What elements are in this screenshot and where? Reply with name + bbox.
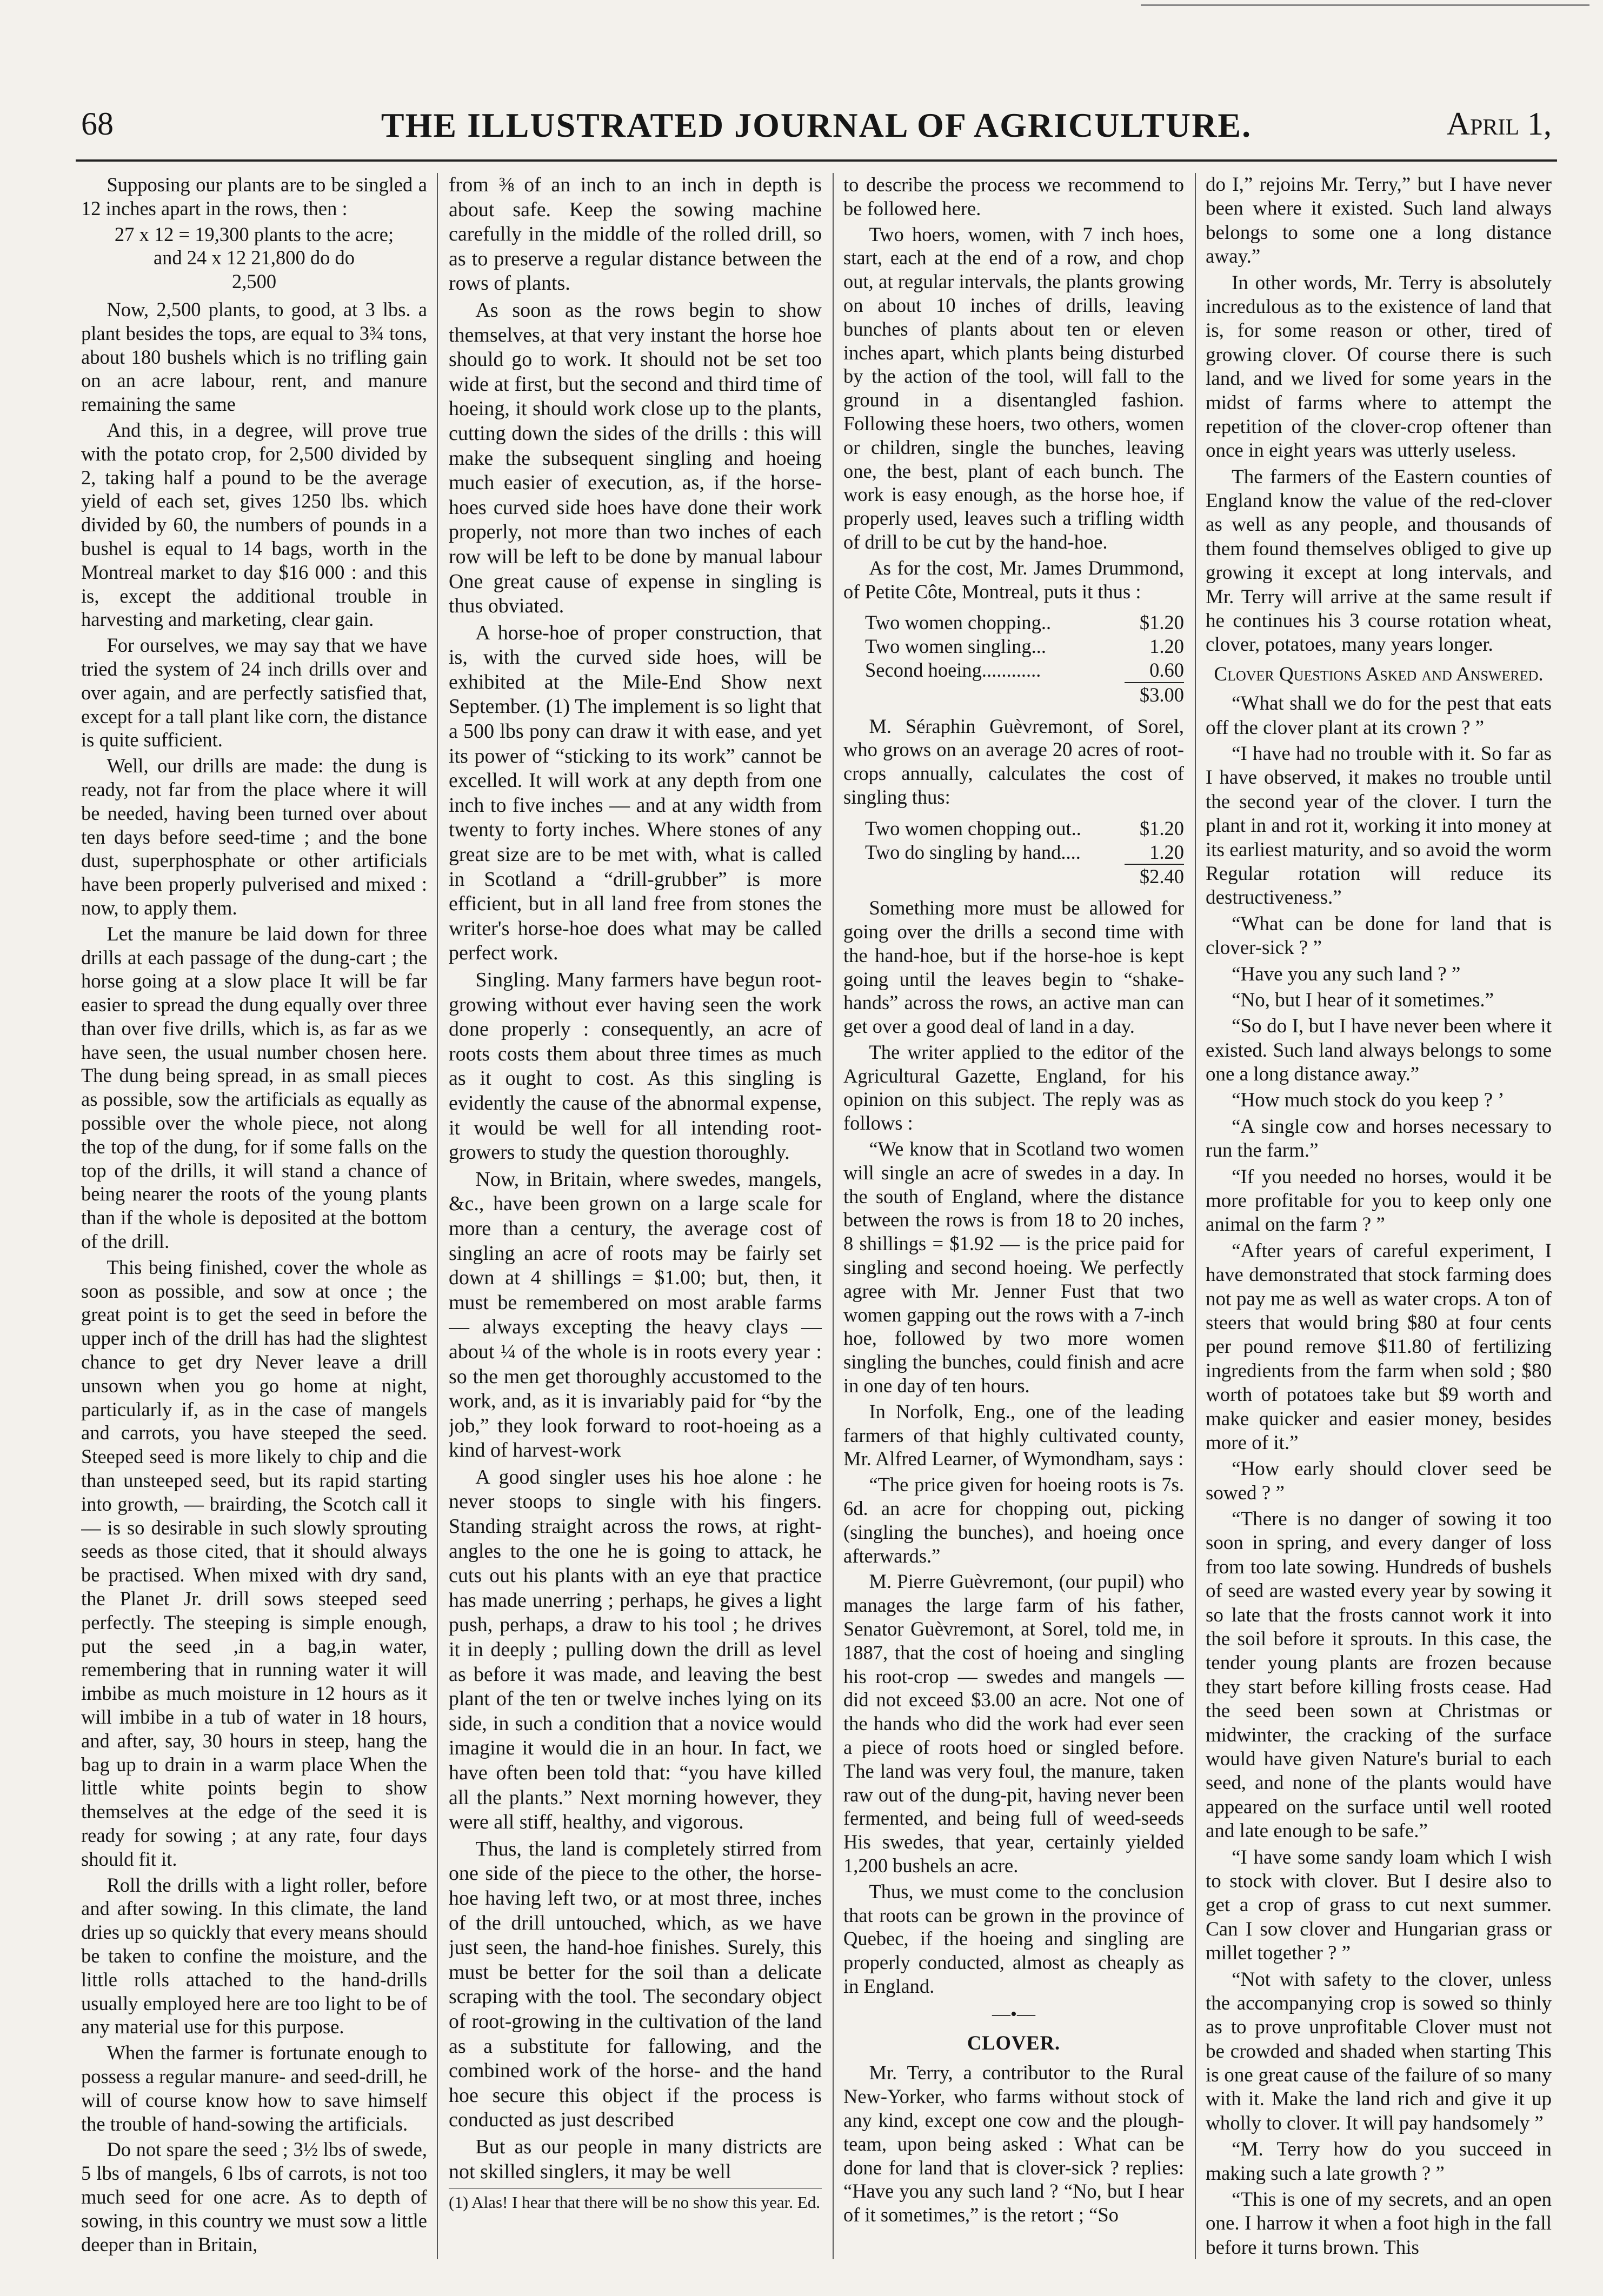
paragraph: Let the manure be laid down for three drills at each passage of the dung-cart ; the horse going at a slow place It will be far easier to spread the dung equally over three than over five drills, which is, as far as we have seen, the usual number chosen here. The dung being spread, in as small pieces as possible, sow the artificials as equally as possible over the whole piece, not along the top of the dung, for if some falls on the top of the drills, it will stand a chance of being nearer the roots of the young plants than if the whole is deposited at the bottom of the drill. — [81, 922, 427, 1253]
table-cell-label: Two women singling... — [865, 635, 1047, 658]
calc-total: 2,500 — [231, 270, 277, 293]
paragraph: “Not with safety to the clover, unless the accompanying crop is sowed so thinly as to prove unprofitable Clover must not be crowded and shaded when starting This is one great cause of the failure of so many with it. Make the land rich and give it up wholly to clover. It will pay handsomely ” — [1206, 1968, 1552, 2134]
paragraph: Singling. Many farmers have begun root-growing without ever having seen the work done properly : consequently, an acre of roots costs them about three times as much as it ought to cost. As this singling is evidently the cause of the abnormal expense, it would be well for all intending root-growers to study the question thoroughly. — [449, 969, 822, 1164]
paragraph: “A single cow and horses necessary to run the farm.” — [1206, 1115, 1552, 1162]
paragraph: “We know that in Scotland two women will single an acre of swedes in a day. In the south of England, where the distance between the rows is from 18 to 20 inches, 8 shillings = $1.92 — is the price paid for singling and second hoeing. We perfectly agree with Mr. Jenner Fust that two women gapping out the rows with a 7-inch hoe, followed by two more women singling the bunches, could finish and acre in one day of ten hours. — [843, 1138, 1184, 1397]
clover-heading: CLOVER. — [967, 2031, 1061, 2054]
table-row — [865, 658, 1184, 682]
paragraph: “If you needed no horses, would it be more profitable for you to keep only one animal on the farm ? ” — [1206, 1165, 1552, 1236]
footnote: (1) Alas! I hear that there will be no show this year. Ed. — [449, 2188, 822, 2212]
column-2 — [449, 173, 822, 2275]
paragraph: A good singler uses his hoe alone : he never stoops to single with his fingers. Standing straight across the rows, at right-angles to the one he is going to attack, he cuts out his plants with an eye that practice has made unerring ; perhaps, he gives a light push, perhaps, a draw to his tool ; he drives it in deeply ; pulling down the drill as level as before it was made, and leaving the best plant of the ten or twelve inches lying on its side, in such a condition that a novice would imagine it would die in an hour. In fact, we have often been told that: “you have killed all the plants.” Next morning however, they were all stiff, healthy, and vigorous. — [449, 1465, 822, 1834]
paragraph: do I,” rejoins Mr. Terry,” but I have never been where it existed. Such land always belongs to some one a long distance away.” — [1206, 173, 1552, 268]
paragraph: M. Pierre Guèvremont, (our pupil) who manages the large farm of his father, Senator Guèvremont, at Sorel, told me, in 1887, that the cost of hoeing and singling his root-crop — swedes and mangels — did not exceed $3.00 an acre. Not one of the hands who did the work had ever seen a piece of roots hoed or singled before. The land was very foul, the manure, taken raw out of the dung-pit, having never been fermented, and being full of weed-seeds His swedes, that year, certainly yielded 1,200 bushels an acre. — [843, 1570, 1184, 1877]
paragraph: Now, in Britain, where swedes, mangels, &c., have been grown on a large scale for more than a century, the average cost of singling an acre of roots may be fairly set down at 4 shillings = $1.00; but, then, it must be remembered on most arable farms — always excepting the heavy clays — about ¼ of the whole is in roots every year : so the men get thoroughly accustomed to the work, and, as it is invariably paid for “by the job,” they look forward to root-hoeing as a kind of harvest-work — [449, 1167, 822, 1462]
paragraph: Thus, the land is completely stirred from one side of the piece to the other, the horse-hoe having left two, or at most three, inches of the drill untouched, which, as we have just seen, the hand-hoe finishes. Surely, this must be better for the soil than a delicate scraping with the tool. The secondary object of root-growing in the cultivation of the land as a substitute for fallowing, and the combined work of the horse- and the hand hoe secure this object if the process is conducted as just described — [449, 1837, 822, 2132]
paragraph: A horse-hoe of proper construction, that is, with the curved side hoes, will be exhibited at the Mile-End Show next September. (1) The implement is so light that a 500 lbs pony can draw it with ease, and yet its power of “sticking to its work” cannot be excelled. It will work at any depth from one inch to five inches — and at any width from twenty to forty inches. Where stones of any great size are to be met with, what is called in Scotland a “drill-grubber” is more efficient, but in all land free from stones the writer's horse-hoe does what may be called perfect work. — [449, 621, 822, 965]
paragraph: As soon as the rows begin to show themselves, at that very instant the horse hoe should go to work. It should not be set too wide at first, but the second and third time of hoeing, it should work close up to the plants, cutting down the sides of the drills : this will make the subsequent singling and hoeing much easier of execution, as, if the horse-hoes curved side hoes have done their work properly, not more than two inches of each row will be left to be done by manual labour One great cause of expense in singling is thus obviated. — [449, 298, 822, 618]
section-ornament: —•— — [992, 2004, 1035, 2024]
issue-date: April 1, — [1446, 106, 1552, 142]
paragraph: “Have you any such land ? ” — [1232, 963, 1461, 985]
paragraph: For ourselves, we may say that we have tried the system of 24 inch drills over and over again, and are perfectly satisfied that, except for a tall plant like corn, the distance is quite sufficient. — [81, 634, 427, 751]
table-cell-value: 1.20 — [1149, 840, 1184, 863]
cost-table-drummond — [865, 611, 1184, 706]
paragraph: Do not spare the seed ; 3½ lbs of swede, 5 lbs of mangels, 6 lbs of carrots, is not too much seed for one acre. As to depth of sowing, in this country we must sow a little deeper than in Britain, — [81, 2138, 427, 2255]
paragraph: “What can be done for land that is clover-sick ? ” — [1206, 912, 1552, 959]
table-row — [865, 840, 1184, 864]
paragraph: Mr. Terry, a contributor to the Rural New-Yorker, who farms without stock of any kind, except one cow and the plough-team, upon being asked : What can be done for land that is clover-sick ? replies: “Have you any such land ? “No, but I hear of it sometimes,” is the retort ; “So — [843, 2061, 1184, 2226]
plant-count-calculation — [81, 223, 427, 293]
paragraph: But as our people in many districts are not skilled singlers, it may be well — [449, 2135, 822, 2183]
paragraph: “How much stock do you keep ? ’ — [1232, 1089, 1505, 1112]
paragraph: “There is no danger of sowing it too soon in spring, and every danger of loss from too late sowing. Hundreds of bushels of seed are wasted every year by sowing it so late that the frosts cannot work it into the soil before it sprouts. In this case, the tender young plants are frozen because they start before killing frosts cease. Had the seed been sown at Christmas or midwinter, the cracking of the surface would have given Nature's burial to each seed, and none of the plants would have appeared on the surface until well rooted and late enough to be safe.” — [1206, 1508, 1552, 1843]
page-number: 68 — [81, 106, 114, 142]
paragraph: “The price given for hoeing roots is 7s. 6d. an acre for chopping out, picking (singling the bunches), and hoeing once afterwards.” — [843, 1473, 1184, 1567]
page-header — [81, 105, 1552, 154]
clover-qa-subheading: Clover Questions Asked and Answered. — [1214, 663, 1544, 685]
column-divider — [437, 173, 438, 2259]
paragraph: The writer applied to the editor of the Agricultural Gazette, England, for his opinion on this subject. The reply was as follows : — [843, 1040, 1184, 1134]
paragraph: In Norfolk, Eng., one of the leading farmers of that highly cultivated county, Mr. Alfred Learner, of Wymondham, says : — [843, 1400, 1184, 1470]
paragraph: Well, our drills are made: the dung is ready, not far from the place where it will be needed, having been turned over about ten days before seed-time ; and the bone dust, superphosphate or other artificials have been properly pulverised and mixed : now, to apply them. — [81, 755, 427, 919]
table-total — [887, 682, 1184, 707]
table-total — [887, 864, 1184, 889]
paragraph: Thus, we must come to the conclusion that roots can be grown in the province of Quebec, if the hoeing and singling are properly conducted, almost as cheaply as in England. — [843, 1880, 1184, 1997]
table-cell-value: 1.20 — [1149, 635, 1184, 658]
paragraph: “I have some sandy loam which I wish to stock with clover. But I desire also to get a crop of grass to cut next summer. Can I sow clover and Hungarian grass or millet together ? ” — [1206, 1846, 1552, 1965]
table-cell-value: 0.60 — [1149, 658, 1184, 681]
table-row — [865, 611, 1184, 635]
paragraph: Now, 2,500 plants, to good, at 3 lbs. a plant besides the tops, are equal to 3¾ tons, about 180 bushels which is no trifling gain on an acre labour, rent, and manure remaining the same — [81, 298, 427, 416]
paragraph: As for the cost, Mr. James Drummond, of Petite Côte, Montreal, puts it thus : — [843, 556, 1184, 603]
header-rule — [76, 159, 1557, 162]
paragraph: Roll the drills with a light roller, before and after sowing. In this climate, the land dries up so quickly that every means should be taken to confine the moisture, and the little rolls attached to the hand-drills usually employed here are too light to be of any material use for this purpose. — [81, 1873, 427, 2038]
table-cell-value: $1.20 — [1139, 611, 1184, 634]
paragraph: “M. Terry how do you succeed in making such a late growth ? ” — [1206, 2138, 1552, 2185]
table-total-value: $2.40 — [1125, 864, 1184, 889]
table-row — [865, 635, 1184, 658]
paragraph: “No, but I hear of it sometimes.” — [1232, 989, 1494, 1011]
paragraph: And this, in a degree, will prove true with the potato crop, for 2,500 divided by 2, taking half a pound to be the average yield of each set, gives 1250 lbs. which divided by 60, the numbers of pounds in a bushel is equal to 14 bags, worth in the Montreal market to day $16 000 : and this is, except the additional trouble in harvesting and marketing, clear gain. — [81, 418, 427, 631]
paragraph: from ⅜ of an inch to an inch in depth is about safe. Keep the sowing machine carefully in the middle of the rolled drill, so as to preserve a regular distance between the rows of plants. — [449, 173, 822, 295]
table-cell-label: Two women chopping.. — [865, 611, 1052, 634]
paragraph: This being finished, cover the whole as soon as possible, and sow at once ; the great point is to get the seed in before the upper inch of the drill has had the slightest chance to get dry Never leave a drill unsown when you go home at night, particularly if, as in the case of mangels and carrots, you have steeped the seed. Steeped seed is more likely to chip and die than unsteeped seed, but its rapid starting into growth, — brairding, the Scotch call it — is so desirable in such slowly sprouting seeds as those cited, that it should always be practised. When mixed with dry sand, the Planet Jr. drill sows steeped seed perfectly. The steeping is simple enough, put the seed ,in a bag,in water, remembering that in running water it will imbibe as much moisture in 12 hours as it will imbibe in a tub of water in 18 hours, and after, say, 30 hours in steep, hang the bag up to drain in a warm place When the little white points begin to show themselves at the edge of the seed it is ready for sowing ; at any rate, four days should fit it. — [81, 1256, 427, 1870]
paragraph: “How early should clover seed be sowed ? ” — [1206, 1458, 1552, 1504]
column-3 — [843, 173, 1184, 2275]
table-cell-label: Second hoeing............ — [865, 658, 1041, 681]
table-cell-label: Two women chopping out.. — [865, 817, 1081, 839]
calc-line: 27 x 12 = 19,300 plants to the acre; — [114, 223, 394, 245]
table-cell-label: Two do singling by hand.... — [865, 840, 1081, 863]
table-row — [865, 817, 1184, 840]
paragraph: Supposing our plants are to be singled a 12 inches apart in the rows, then : — [81, 173, 427, 219]
paragraph: The farmers of the Eastern counties of England know the value of the red-clover as well as any people, and thousands of them found themselves obliged to give up growing it except at long intervals, and Mr. Terry will arrive at the same result if he continues his 3 course rotation wheat, clover, potatoes, many years longer. — [1206, 465, 1552, 656]
table-total-value: $3.00 — [1125, 682, 1184, 707]
paragraph: “What shall we do for the pest that eats off the clover plant at its crown ? ” — [1206, 692, 1552, 739]
top-rule — [1141, 4, 1589, 6]
journal-title: THE ILLUSTRATED JOURNAL OF AGRICULTURE. — [381, 106, 1252, 144]
column-1 — [81, 173, 427, 2275]
table-cell-value: $1.20 — [1139, 817, 1184, 839]
paragraph: When the farmer is fortunate enough to possess a regular manure- and seed-drill, he will of course know how to save himself the trouble of hand-sowing the artificials. — [81, 2041, 427, 2135]
column-divider — [1195, 173, 1196, 2259]
paragraph: “This is one of my secrets, and an open one. I harrow it when a foot high in the fall before it turns brown. This — [1206, 2188, 1552, 2259]
column-divider — [833, 173, 834, 2259]
paragraph: Two hoers, women, with 7 inch hoes, start, each at the end of a row, and chop out, at regular intervals, the plants growing on about 10 inches of drills, leaving bunches of plants about ten or eleven inches apart, which plants being disturbed by the action of the tool, will fall to the ground in a disentangled fashion. Following these hoers, two others, women or children, single the bunches, leaving one, the best, plant of each bunch. The work is easy enough, as the horse hoe, if properly used, leaves such a trifling width of drill to be cut by the hand-hoe. — [843, 223, 1184, 553]
paragraph: M. Séraphin Guèvremont, of Sorel, who grows on an average 20 acres of root-crops annually, calculates the cost of singling thus: — [843, 715, 1184, 808]
column-4 — [1206, 173, 1552, 2275]
paragraph: “I have had no trouble with it. So far as I have observed, it makes no trouble until the second year of the clover. I turn the plant in and rot it, working it into money at its earliest maturity, and so avoid the worm Regular rotation will reduce its destructiveness.” — [1206, 742, 1552, 909]
paragraph: “After years of careful experiment, I have demonstrated that stock farming does not pay me as well as water crops. A ton of steers that would bring $80 at four cents per pound remove $11.80 of fertilizing ingredients from the farm when sold ; $80 worth of potatoes take but $9 worth and make quicker and easier money, besides more of it.” — [1206, 1239, 1552, 1454]
paragraph: In other words, Mr. Terry is absolutely incredulous as to the existence of land that is, for some reason or other, tired of growing clover. Of course there is such land, and we lived for some years in the midst of farms where to attempt the repetition of the clover-crop oftener than once in eight years was utterly useless. — [1206, 271, 1552, 462]
paragraph: Something more must be allowed for going over the drills a second time with the hand-hoe, but if the horse-hoe is kept going until the leaves begin to “shake-hands” across the rows, an active man can get over a good deal of land in a day. — [843, 897, 1184, 1038]
cost-table-guevremont — [865, 817, 1184, 889]
calc-line: and 24 x 12 21,800 do do — [153, 246, 355, 269]
paragraph: to describe the process we recommend to be followed here. — [843, 173, 1184, 219]
paragraph: “So do I, but I have never been where it existed. Such land always belongs to some one a long distance away.” — [1206, 1015, 1552, 1086]
